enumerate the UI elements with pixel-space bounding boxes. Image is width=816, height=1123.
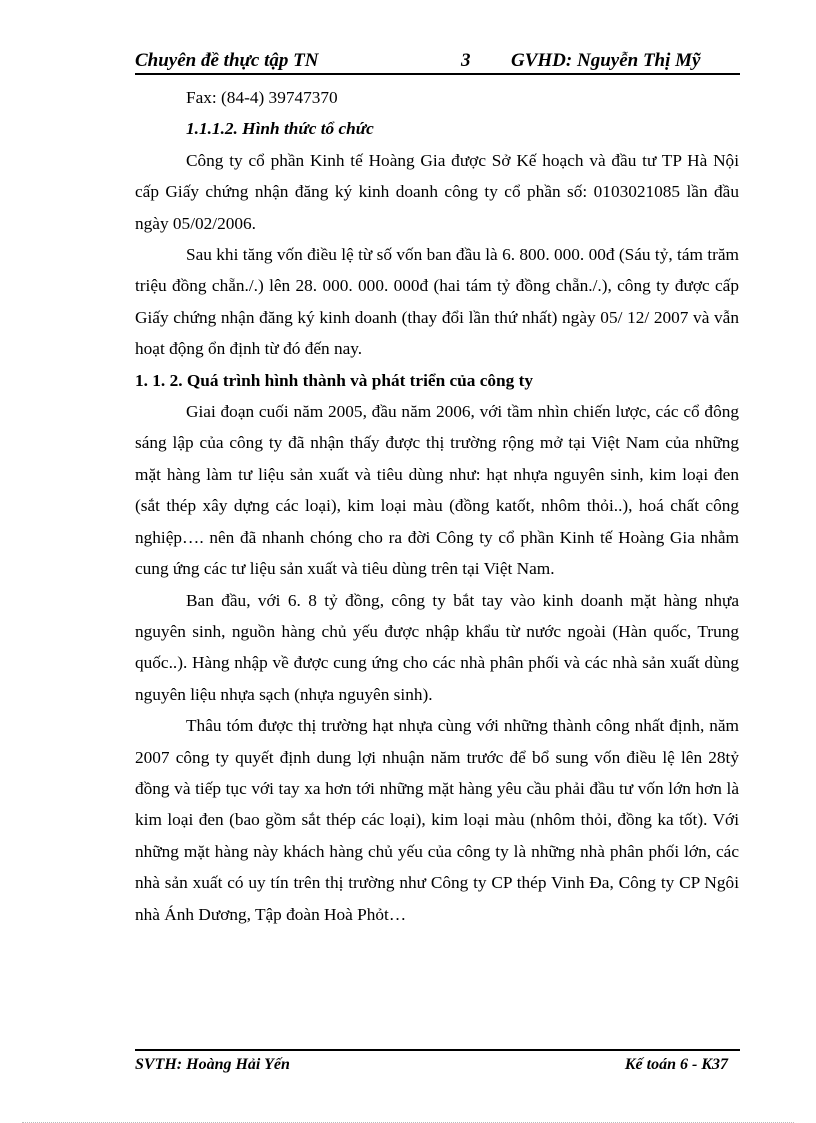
section-heading-112: 1. 1. 2. Quá trình hình thành và phát triển của công ty: [135, 370, 534, 390]
header-supervisor: GVHD: Nguyễn Thị Mỹ: [511, 50, 701, 71]
paragraph: Thâu tóm được thị trường hạt nhựa cùng với những thành công nhất định, năm 2007 công ty quyết định dung lợi nhuận năm trước để bổ sung vốn điều lệ lên 28tỷ đồng và tiếp tục với tay xa hơn tới những mặt hàng yêu cầu phải đầu tư vốn lớn hơn là kim loại đen (bao gồm sắt thép các loại), kim loại màu (nhôm thỏi, đồng ka tốt). Với những mặt hàng này khách hàng chủ yếu của công ty là những nhà phân phối lớn, các nhà sản xuất có uy tín trên thị trường như Công ty CP thép Vinh Đa, Công ty CP Ngôi nhà Ánh Dương, Tập đoàn Hoà Phỏt…: [135, 716, 739, 924]
footer-student: SVTH: Hoàng Hải Yến: [135, 1056, 290, 1073]
paragraph: Giai đoạn cuối năm 2005, đầu năm 2006, với tầm nhìn chiến lược, các cổ đông sáng lập của công ty đã nhận thấy được thị trường rộng mở tại Việt Nam của những mặt hàng làm tư liệu sản xuất và tiêu dùng như: hạt nhựa nguyên sinh, kim loại đen (sắt thép xây dựng các loại), kim loại màu (đồng katốt, nhôm thỏi..), hoá chất công nghiệp…. nên đã nhanh chóng cho ra đời Công ty cổ phần Kinh tế Hoàng Gia nhằm cung ứng các tư liệu sản xuất và tiêu dùng trên tại Việt Nam.: [135, 402, 739, 579]
header-course-title: Chuyên đề thực tập TN: [135, 50, 319, 71]
paragraph: Công ty cổ phần Kinh tế Hoàng Gia được Sở Kế hoạch và đầu tư TP Hà Nội cấp Giấy chứng nhận đăng ký kinh doanh công ty cổ phần số: 0103021085 lần đầu ngày 05/02/2006.: [135, 150, 739, 233]
page-header: [135, 46, 740, 74]
page-number: 3: [461, 50, 471, 71]
footer-divider: [135, 1049, 740, 1051]
page-footer: [135, 1054, 740, 1080]
document-body: [135, 82, 739, 930]
fax-line: Fax: (84-4) 39747370: [186, 88, 338, 107]
header-divider: [135, 73, 740, 75]
footer-class: Kế toán 6 - K37: [624, 1056, 728, 1073]
section-heading-1112: 1.1.1.2. Hình thức tổ chức: [186, 119, 374, 139]
paragraph: Sau khi tăng vốn điều lệ từ số vốn ban đầu là 6. 800. 000. 00đ (Sáu tỷ, tám trăm triệu đồng chẵn./.) lên 28. 000. 000. 000đ (hai tám tỷ đồng chẵn./.), công ty được cấp Giấy chứng nhận đăng ký kinh doanh (thay đổi lần thứ nhất) ngày 05/ 12/ 2007 và vẫn hoạt động ổn định từ đó đến nay.: [135, 245, 739, 359]
paragraph: Ban đầu, với 6. 8 tỷ đồng, công ty bắt tay vào kinh doanh mặt hàng nhựa nguyên sinh, nguồn hàng chủ yếu được nhập khẩu từ nước ngoài (Hàn quốc, Trung quốc..). Hàng nhập về được cung ứng cho các nhà phân phối và các nhà sản xuất dùng nguyên liệu nhựa sạch (nhựa nguyên sinh).: [135, 590, 739, 704]
